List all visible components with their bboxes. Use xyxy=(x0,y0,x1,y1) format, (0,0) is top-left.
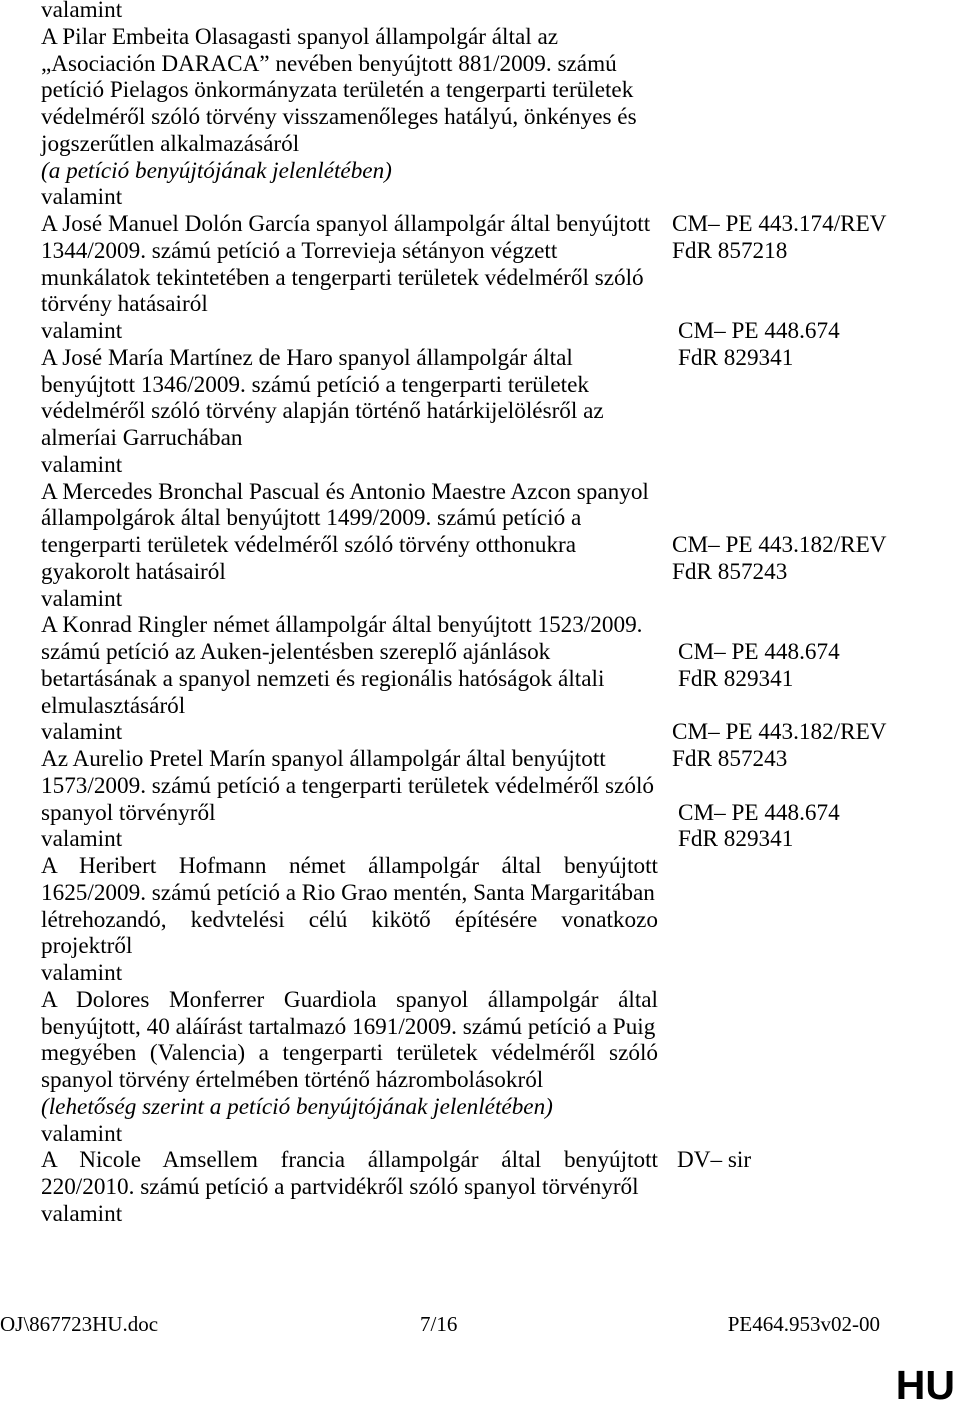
text-line: A Dolores Monferrer Guardiola spanyol állampolgár által xyxy=(41,986,658,1013)
text-line: A Nicole Amsellem francia állampolgár által benyújtott xyxy=(41,1147,658,1174)
text-line: számú petíció az Auken-jelentésben szereplő ajánlások xyxy=(41,639,551,665)
text-line: gyakorolt hatásairól xyxy=(41,558,226,585)
reference-code: FdR 857243 xyxy=(672,558,788,585)
text-line: valamint xyxy=(41,1120,123,1147)
text-row xyxy=(0,880,960,907)
text-line: petíció Pielagos önkormányzata területén a tengerparti területek xyxy=(41,77,634,104)
text-row xyxy=(0,960,960,987)
text-row xyxy=(0,425,960,452)
text-row xyxy=(0,586,960,613)
text-line: valamint xyxy=(41,0,123,23)
text-line: 1573/2009. számú petíció a tengerparti területek védelméről szóló xyxy=(41,772,654,799)
text-row xyxy=(0,1014,960,1041)
reference-code: CM– PE 448.674 xyxy=(678,799,840,826)
text-row xyxy=(0,1067,960,1094)
text-row xyxy=(0,666,960,693)
text-row xyxy=(0,1040,960,1067)
text-row xyxy=(0,1121,960,1148)
text-line: 1625/2009. számú petíció a Rio Grao mentén, Santa Margaritában xyxy=(41,879,655,906)
text-row xyxy=(0,1094,960,1121)
reference-code: CM– PE 448.674 xyxy=(678,318,840,344)
text-line: A Pilar Embeita Olasagasti spanyol állampolgár által az xyxy=(41,23,559,50)
text-row xyxy=(0,907,960,934)
text-row xyxy=(0,559,960,586)
text-line: A Heribert Hofmann német állampolgár által benyújtott xyxy=(41,853,658,879)
text-row xyxy=(0,853,960,880)
text-row xyxy=(0,158,960,185)
reference-code: CM– PE 443.182/REV xyxy=(672,532,887,558)
text-line: valamint xyxy=(41,318,123,344)
text-row xyxy=(0,131,960,158)
text-row xyxy=(0,987,960,1014)
text-row xyxy=(0,826,960,853)
text-row xyxy=(0,719,960,746)
text-line: valamint xyxy=(41,184,123,211)
text-line: védelméről szóló törvény visszamenőleges hatályú, önkényes és xyxy=(41,104,637,130)
text-line: spanyol törvényről xyxy=(41,799,216,826)
text-line: valamint xyxy=(41,1200,123,1227)
reference-code: FdR 857243 xyxy=(672,746,788,772)
text-line: A Konrad Ringler német állampolgár által benyújtott 1523/2009. xyxy=(41,612,643,639)
footer-file-name: OJ\867723HU.doc xyxy=(0,1312,159,1336)
text-row xyxy=(0,0,960,24)
text-line: valamint xyxy=(41,451,123,478)
reference-code: CM– PE 448.674 xyxy=(678,639,840,665)
text-line: állampolgárok által benyújtott 1499/2009. számú petíció a xyxy=(41,505,582,532)
text-line: tengerparti területek védelméről szóló törvény otthonukra xyxy=(41,532,577,558)
text-row xyxy=(0,505,960,532)
text-row xyxy=(0,372,960,399)
text-line: benyújtott, 40 aláírást tartalmazó 1691/2009. számú petíció a Puig xyxy=(41,1013,656,1040)
text-row xyxy=(0,612,960,639)
text-row xyxy=(0,933,960,960)
reference-code: CM– PE 443.182/REV xyxy=(672,719,887,746)
text-row xyxy=(0,639,960,666)
text-row xyxy=(0,532,960,559)
text-line: benyújtott 1346/2009. számú petíció a tengerparti területek xyxy=(41,371,589,398)
text-row xyxy=(0,1174,960,1201)
reference-code: FdR 829341 xyxy=(678,665,794,692)
text-line: betartásának a spanyol nemzeti és regionális hatóságok általi xyxy=(41,665,605,692)
text-line: projektről xyxy=(41,933,133,960)
text-row xyxy=(0,211,960,238)
text-line: Az Aurelio Pretel Marín spanyol állampolgár által benyújtott xyxy=(41,746,606,772)
text-row xyxy=(0,238,960,265)
text-line: létrehozandó, kedvtelési célú kikötő építésére vonatkozo xyxy=(41,906,658,933)
text-row xyxy=(0,773,960,800)
text-row xyxy=(0,479,960,506)
text-line: védelméről szóló törvény alapján történő határkijelölésről az xyxy=(41,398,604,425)
text-line: A Mercedes Bronchal Pascual és Antonio Maestre Azcon spanyol xyxy=(41,478,649,505)
text-row xyxy=(0,291,960,318)
italic-note-line: (lehetőség szerint a petíció benyújtójának jelenlétében) xyxy=(41,1093,553,1120)
text-row xyxy=(0,398,960,425)
text-row xyxy=(0,693,960,720)
footer-document-reference: PE464.953v02-00 xyxy=(727,1312,880,1336)
text-row xyxy=(0,345,960,372)
text-line: valamint xyxy=(41,960,123,986)
reference-code: CM– PE 443.174/REV xyxy=(672,211,887,237)
text-row xyxy=(0,318,960,345)
text-line: 220/2010. számú petíció a partvidékről szóló spanyol törvényről xyxy=(41,1174,639,1200)
text-line: megyében (Valencia) a tengerparti területek védelméről szóló xyxy=(41,1040,658,1067)
reference-code: DV– sir xyxy=(677,1147,752,1174)
text-row xyxy=(0,51,960,78)
italic-note-line: (a petíció benyújtójának jelenlétében) xyxy=(41,157,392,184)
text-row xyxy=(0,24,960,51)
text-row xyxy=(0,452,960,479)
text-row xyxy=(0,77,960,104)
reference-code: FdR 829341 xyxy=(678,826,794,853)
text-line: elmulasztásáról xyxy=(41,692,186,719)
text-row xyxy=(0,1201,960,1228)
text-line: A José María Martínez de Haro spanyol állampolgár által xyxy=(41,344,573,371)
text-row xyxy=(0,800,960,827)
text-line: „Asociación DARACA” nevében benyújtott 881/2009. számú xyxy=(41,50,617,77)
text-line: 1344/2009. számú petíció a Torrevieja sétányon végzett xyxy=(41,237,558,264)
text-line: A José Manuel Dolón García spanyol állampolgár által benyújtott xyxy=(41,211,651,237)
text-line: valamint xyxy=(41,585,123,612)
text-line: almeríai Garruchában xyxy=(41,425,243,451)
footer-page-number: 7/16 xyxy=(420,1312,458,1336)
text-line: törvény hatásairól xyxy=(41,291,208,318)
text-line: valamint xyxy=(41,826,123,853)
language-code: HU xyxy=(895,1362,955,1408)
text-row xyxy=(0,184,960,211)
text-line: munkálatok tekintetében a tengerparti területek védelméről szóló xyxy=(41,264,644,291)
text-line: valamint xyxy=(41,719,123,746)
reference-code: FdR 829341 xyxy=(678,344,794,371)
text-row xyxy=(0,746,960,773)
text-line: spanyol törvény értelmében történő házrombolásokról xyxy=(41,1067,544,1093)
reference-code: FdR 857218 xyxy=(672,237,788,264)
text-row xyxy=(0,265,960,292)
text-row xyxy=(0,104,960,131)
text-line: jogszerűtlen alkalmazásáról xyxy=(41,130,300,157)
text-row xyxy=(0,1147,960,1174)
